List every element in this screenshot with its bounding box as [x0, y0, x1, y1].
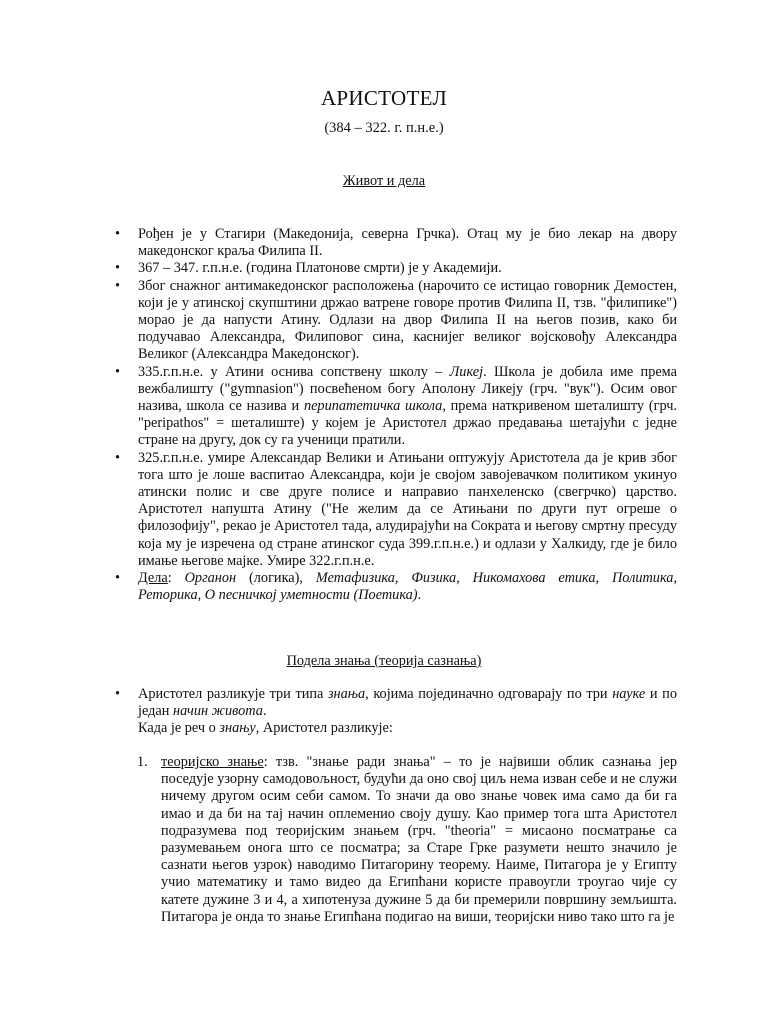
bio-list	[115, 226, 677, 604]
text-run: . Школа је добила име према вежбалишту ("gymnasion") посвећеном богу Аполону Ликеју (грч. "вук"). Осим овог назива, школа се назива и	[138, 363, 677, 415]
text-run: : тзв. "знање ради знања" – то је највиши облик сазнања јер поседује узорну самодовољност, будући да оно свој циљ нема изван себе и не служи ничему другом осим себи самом. То значи да ово знање човек има само да би га имао и да би на тај начин оплеменио своју душу. Као пример тога шта Аристотел подразумева под теоријским знањем (грч. "theoria" = мисаоно посматрање са разумевањем онога што се посматра; за Старе Грке разумети нешто значило је сазнати његов узрок) наводимо Питагорину теорему. Наиме, Питагора је у Египту учио математику и тамо видео да Египћани користе правоугли троугао чије су катете дужине 3 и 4, а хипотенуза дужине 5 да би премерили површину земљишта. Питагора је онда то знање Египћана подигао на виши, теоријски ниво тако што га је	[161, 754, 677, 925]
work-title: Никомахова етика	[472, 570, 596, 587]
text-run: , Аристотел разликује:	[255, 720, 393, 736]
text-run: ,	[456, 570, 473, 587]
work-title: Органон	[184, 570, 237, 587]
list-item	[115, 686, 677, 720]
work-title: Физика	[411, 570, 457, 587]
numbered-item	[137, 754, 677, 926]
term: теоријско знање	[161, 754, 264, 770]
list-item	[115, 364, 677, 450]
text-run: ,	[394, 570, 412, 587]
text-run: .	[262, 703, 267, 720]
list-item-works	[115, 570, 677, 604]
knowledge-list	[115, 686, 677, 720]
text-run: .	[417, 587, 422, 604]
section-heading-text: Подела знања (теорија сазнања)	[286, 653, 482, 669]
text-run: начин живота	[172, 703, 263, 720]
text-run: ,	[197, 587, 205, 604]
work-title: Политика	[611, 570, 674, 587]
work-title: О песничкој уметности (Поетика)	[204, 587, 418, 604]
text-run: ,	[673, 570, 678, 587]
text-run: Када је реч о	[138, 720, 220, 736]
text-run: и по један	[138, 686, 677, 720]
text-run: :	[167, 570, 185, 587]
text-run: 335.г.п.н.е. у Атини оснива сопствену школу –	[138, 363, 450, 380]
text-run: Ликеј	[449, 363, 484, 380]
page-title: АРИСТОТЕЛ	[320, 86, 448, 110]
section-heading-life	[0, 173, 768, 190]
page-subtitle: (384 – 322. г. п.н.е.)	[324, 120, 444, 136]
section-heading-knowledge	[0, 653, 768, 670]
list-item: • 367 – 347. г.п.н.е. (година Платонове смрти) је у Академији.	[115, 260, 677, 277]
item-number: 1.	[137, 754, 148, 770]
work-title: Метафизика	[315, 570, 395, 587]
list-item: • 325.г.п.н.е. умире Александар Велики и Атињани оптужују Аристотела да је крив због тога што је лоше васпитао Александра, који је својом завојевачком политиком укинуо атински полис и све друге полисе и направио панхеленско (свегрчко) царство. Аристотел напушта Атину ("Не желим да се Атињани по други пут огреше о филозофију", рекао је Аристотел тада, алудирајући на Сократа и његову смртну пресуду која му је изречена од стране атинског суда 399.г.п.н.е.) и одлази у Халкиду, где је било имање његове мајке. Умире 322.г.п.н.е.	[115, 450, 677, 570]
text-run: ,	[595, 570, 612, 587]
item-text	[161, 754, 677, 926]
text-run: Аристотел разликује три типа	[138, 686, 328, 702]
text-run: знању	[219, 720, 256, 736]
text-run: перипатетичка школа	[303, 398, 443, 415]
text-run: , којима појединачно одговарају по три	[365, 686, 613, 702]
paragraph	[138, 720, 393, 737]
list-item: • Рођен је у Стагири (Македонија, северна Грчка). Отац му је био лекар на двору македонског краља Филипа II.	[115, 226, 677, 260]
text-run: , према наткривеном шеталишту (грч. "peripathos" = шеталиште) у којем је Аристотел држао предавања шетајући с једне стране на другу, док су га ученици пратили.	[138, 398, 677, 449]
works-label: Дела	[138, 570, 168, 587]
text-run: науке	[612, 686, 646, 702]
work-title: Реторика	[138, 587, 198, 604]
section-heading-text: Живот и дела	[342, 173, 426, 189]
list-item: • Због снажног антимакедонског расположења (нарочито се истицао говорник Демостен, који је у атинској скупштини држао ватрене говоре против Филипа II, тзв. "филипике") морао је да напусти Атину. Одлази на двор Филипа II на његов позив, како би подучавао Александра, Филиповог сина, каснијег великог војсковођу Александра Великог (Александра Македонског).	[115, 278, 677, 364]
text-run: (логика),	[236, 570, 316, 587]
text-run: знања	[327, 686, 366, 702]
